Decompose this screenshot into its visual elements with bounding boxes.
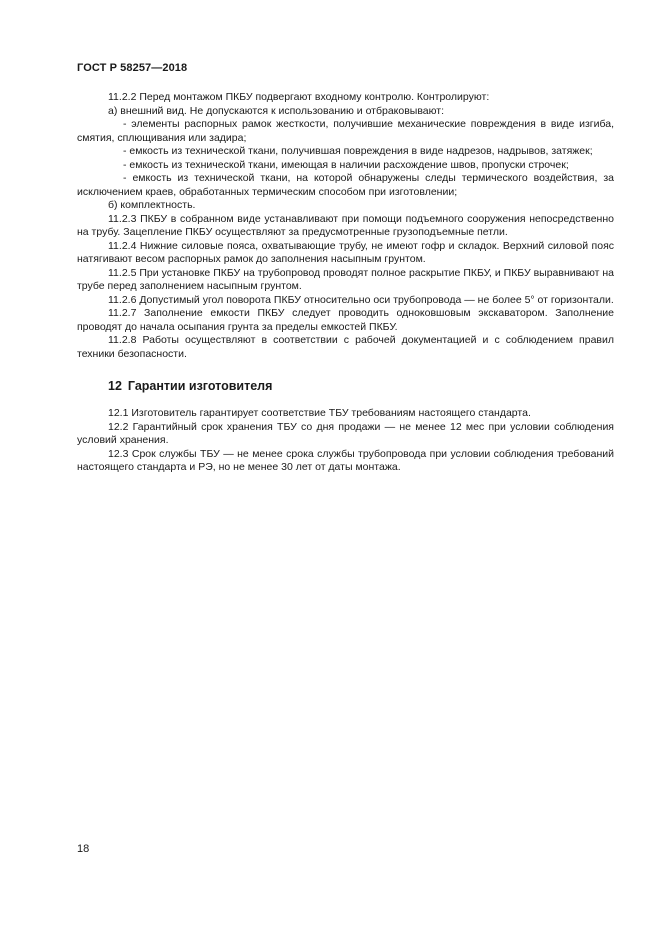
paragraph: 12.1 Изготовитель гарантирует соответствие ТБУ требованиям настоящего стандарта. <box>108 407 531 419</box>
paragraph: 11.2.3 ПКБУ в собранном виде устанавливают при помощи подъемного сооружения непосредственно на трубу. Зацепление ПКБУ осуществляют за предусмотренные грузоподъемные петли. <box>77 212 614 238</box>
paragraph: б) комплектность. <box>108 199 196 211</box>
list-item: - емкость из технической ткани, имеющая в наличии расхождение швов, пропуски строчек; <box>123 158 569 171</box>
list-item: - элементы распорных рамок жесткости, получившие механические повреждения в виде изгиба, смятия, сплющивания или задира; <box>77 118 614 144</box>
section-heading <box>77 379 614 394</box>
list-item: - емкость из технической ткани, на которой обнаружены следы термического воздействия, за исключением краев, обработанных термическим способом при изготовлении; <box>77 172 614 198</box>
paragraph: 11.2.5 При установке ПКБУ на трубопровод проводят полное раскрытие ПКБУ, и ПКБУ выравнивают на трубе перед заполнением насыпным грунтом. <box>77 266 614 292</box>
paragraph: 11.2.4 Нижние силовые пояса, охватывающие трубу, не имеют гофр и складок. Верхний силовой пояс натягивают весом распорных рамок до заполнения насыпным грунтом. <box>77 239 614 265</box>
paragraph: 11.2.2 Перед монтажом ПКБУ подвергают входному контролю. Контролируют: <box>108 91 490 103</box>
section-11-2-paragraphs <box>77 91 614 361</box>
section-12-paragraphs <box>77 407 614 475</box>
list-item: - емкость из технической ткани, получившая повреждения в виде надрезов, надрывов, затяжек; <box>123 145 593 157</box>
paragraph: 11.2.6 Допустимый угол поворота ПКБУ относительно оси трубопровода — не более 5° от горизонтали. <box>108 293 614 306</box>
page-number: 18 <box>77 843 90 855</box>
paragraph: 12.3 Срок службы ТБУ — не менее срока службы трубопровода при условии соблюдения требований настоящего стандарта и РЭ, но не менее 30 лет от даты монтажа. <box>77 447 614 473</box>
paragraph: 11.2.8 Работы осуществляют в соответствии с рабочей документацией и с соблюдением правил техники безопасности. <box>77 334 614 360</box>
page-body <box>77 91 614 475</box>
document-header: ГОСТ Р 58257—2018 <box>77 62 188 74</box>
paragraph: 12.2 Гарантийный срок хранения ТБУ со дня продажи — не менее 12 мес при условии соблюдения условий хранения. <box>77 420 614 446</box>
paragraph: а) внешний вид. Не допускаются к использованию и отбраковывают: <box>108 104 445 117</box>
section-title: Гарантии изготовителя <box>127 379 273 393</box>
section-number: 12 <box>108 379 122 393</box>
paragraph: 11.2.7 Заполнение емкости ПКБУ следует проводить одноковшовым экскаватором. Заполнение проводят до начала осыпания грунта за пределы емкостей ПКБУ. <box>77 307 614 333</box>
